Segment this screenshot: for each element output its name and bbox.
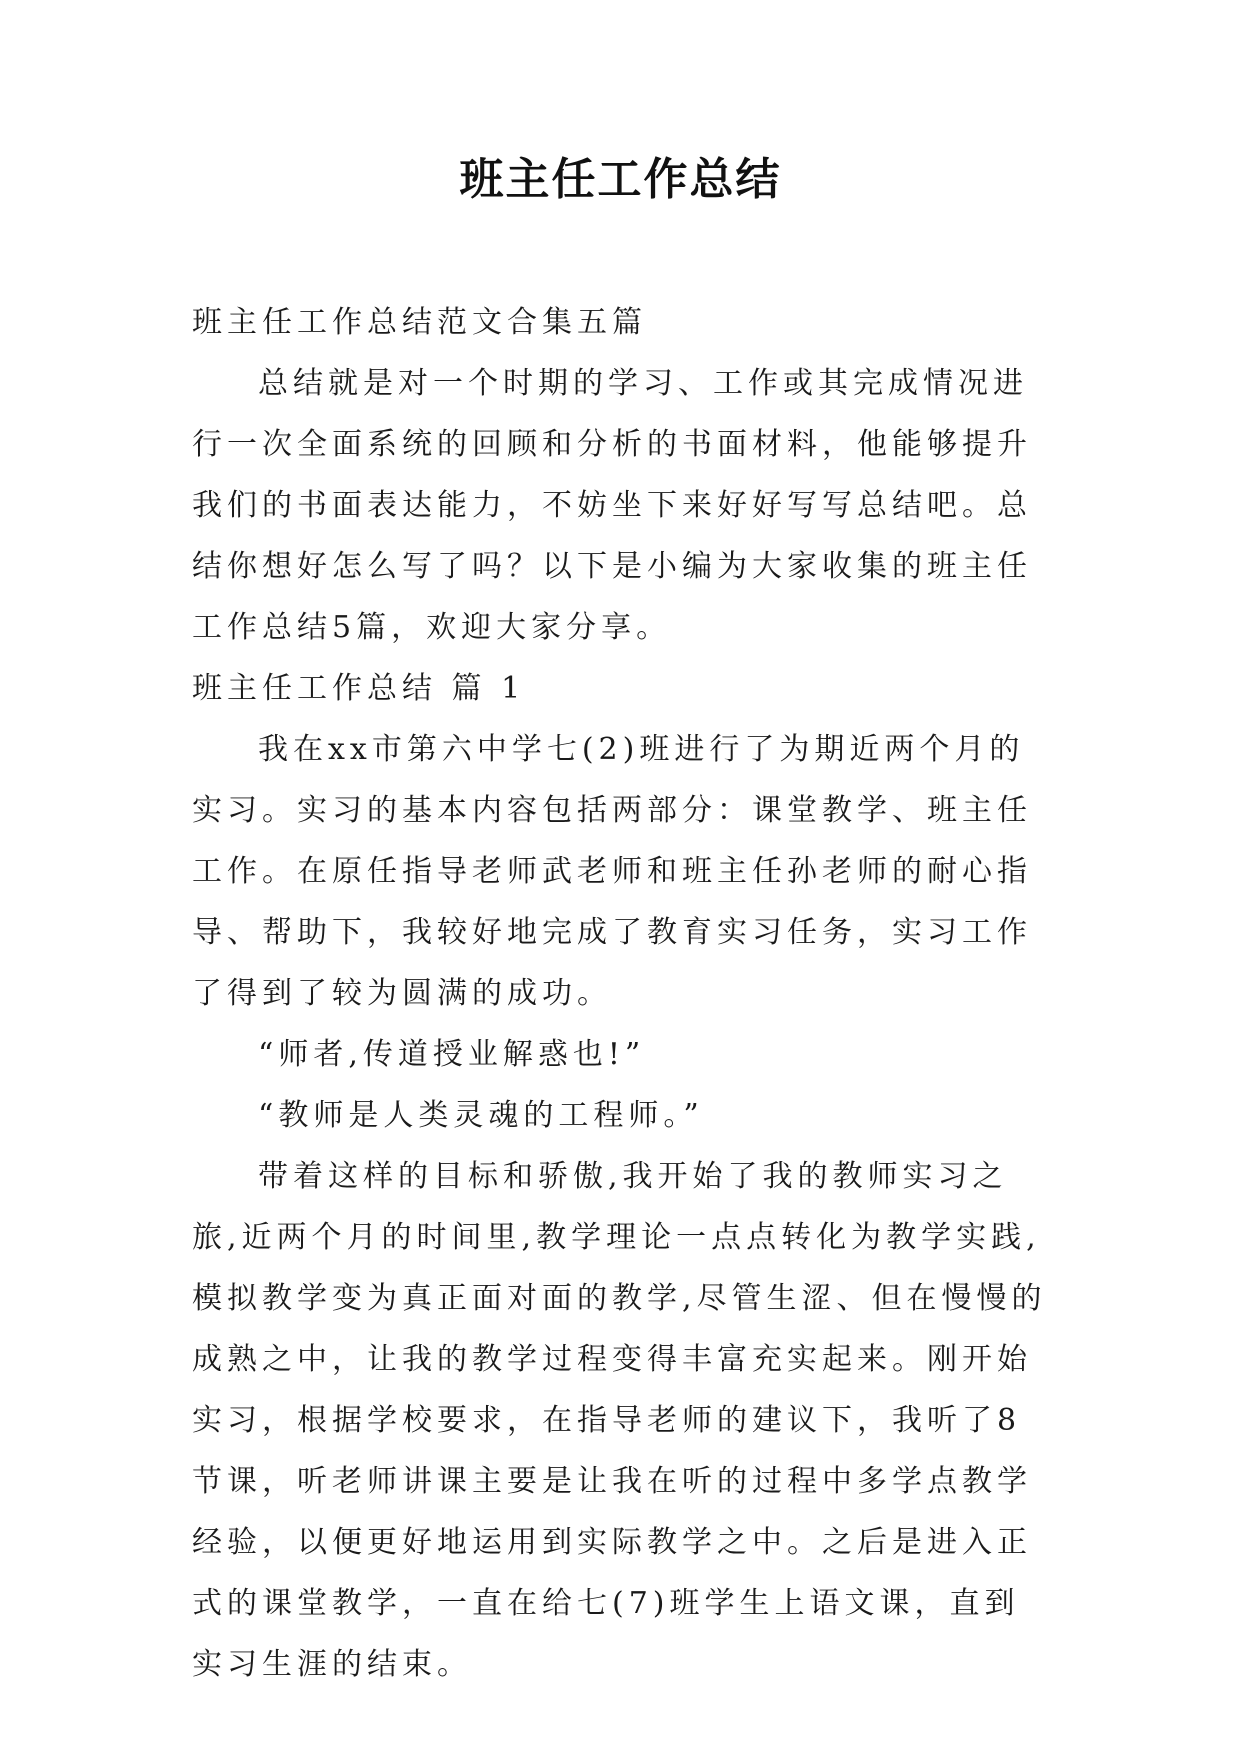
body-paragraph-2: 带着这样的目标和骄傲,我开始了我的教师实习之旅,近两个月的时间里,教学理论一点点转化为教学实践,模拟教学变为真正面对面的教学,尽管生涩、但在慢慢的成熟之中，让我的教学过程变得丰富充实起来。刚开始实习，根据学校要求，在指导老师的建议下，我听了8节课，听老师讲课主要是让我在听的过程中多学点教学经验，以便更好地运用到实际教学之中。之后是进入正式的课堂教学，一直在给七(7)班学生上语文课，直到实习生涯的结束。: [192, 1159, 1047, 1682]
quote-paragraph-2: “教师是人类灵魂的工程师。”: [258, 1098, 704, 1133]
body-paragraph-1: 我在xx市第六中学七(2)班进行了为期近两个月的实习。实习的基本内容包括两部分：课堂教学、班主任工作。在原任指导老师武老师和班主任孙老师的耐心指导、帮助下，我较好地完成了教育实习任务，实习工作了得到了较为圆满的成功。: [192, 732, 1032, 1011]
section-heading: 班主任工作总结 篇 1: [192, 671, 526, 706]
intro-paragraph: 总结就是对一个时期的学习、工作或其完成情况进行一次全面系统的回顾和分析的书面材料，他能够提升我们的书面表达能力，不妨坐下来好好写写总结吧。总结你想好怎么写了吗？以下是小编为大家收集的班主任工作总结5篇，欢迎大家分享。: [192, 366, 1032, 645]
document-subtitle: 班主任工作总结范文合集五篇: [192, 305, 647, 340]
document-body: [192, 292, 1052, 1695]
quote-paragraph-1: “师者,传道授业解惑也!”: [258, 1037, 646, 1072]
document-title: 班主任工作总结: [459, 154, 782, 205]
